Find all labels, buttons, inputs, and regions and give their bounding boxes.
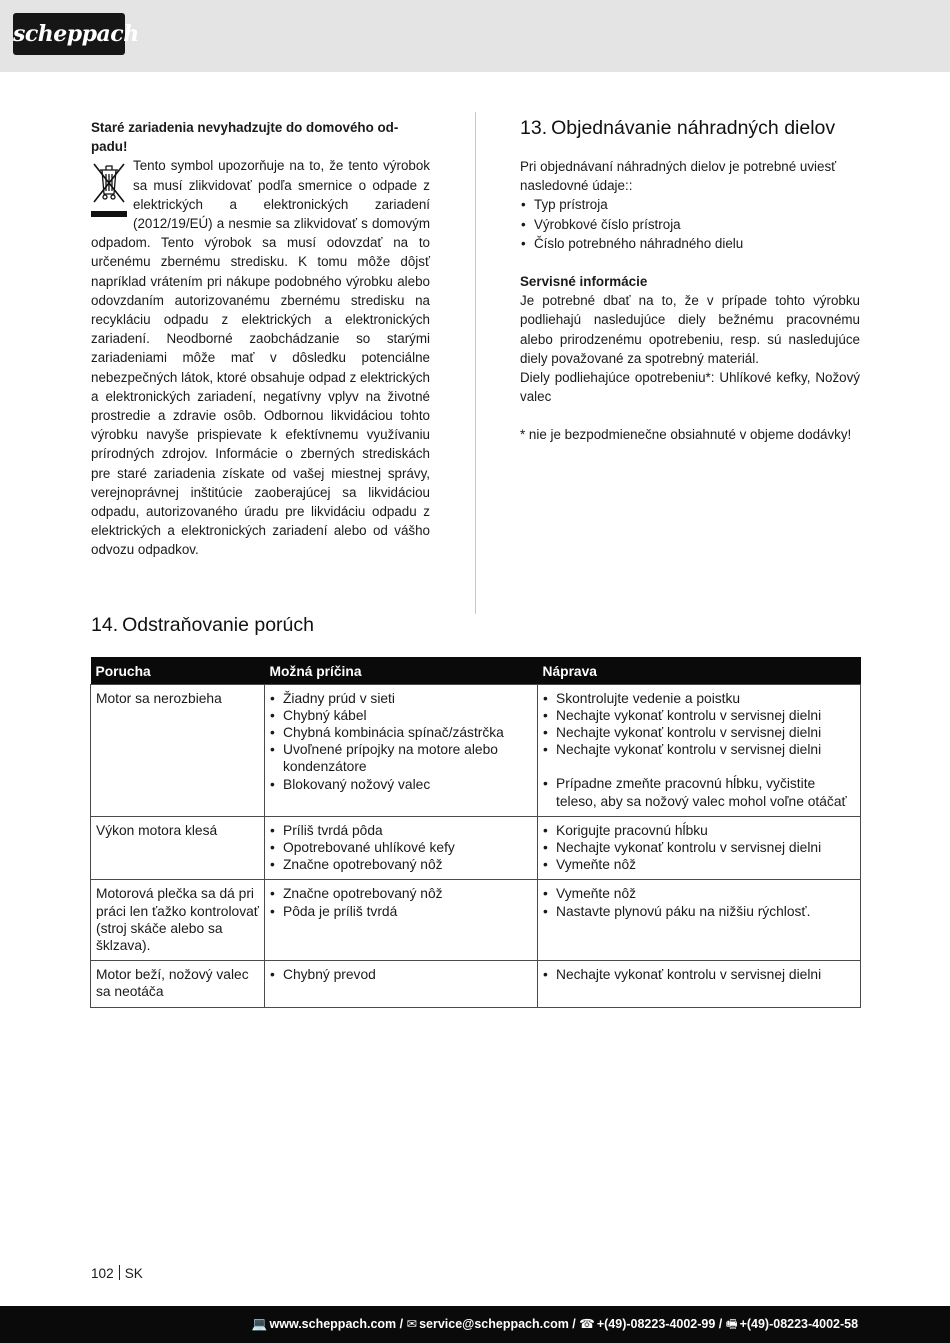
section-13-title: Objednávanie náhradných dielov bbox=[551, 117, 836, 139]
section-14-number: 14. bbox=[91, 614, 119, 636]
column-divider bbox=[475, 112, 476, 614]
list-item: • Značne opotrebovaný nôž bbox=[270, 885, 532, 902]
column-header-remedy: Náprava bbox=[538, 657, 861, 684]
list-item: • Prípadne zmeňte pracovnú hĺbku, vyčistite teleso, aby sa nožový valec mohol voľne otáčať bbox=[543, 775, 855, 809]
remedy-cell bbox=[538, 684, 861, 816]
list-item: • Typ prístroja bbox=[520, 195, 860, 214]
page-number-separator bbox=[119, 1265, 120, 1280]
troubleshooting-table bbox=[90, 657, 861, 1008]
list-item: • Nechajte vykonať kontrolu v servisnej dielni bbox=[543, 741, 855, 758]
column-header-cause: Možná príčina bbox=[265, 657, 538, 684]
fault-cell: Motorová plečka sa dá pri práci len ťažko kontrolovať (stroj skáče alebo sa šklzava). bbox=[91, 880, 265, 961]
disposal-text: Tento symbol upozorňuje na to, že tento výrobok sa musí zlikvidovať podľa smernice o odpade z elektrických a elektronických zariadení (2012/19/EÚ) a nesmie sa zlikvidovať s domovým odpadom. Tento výrobok sa musí odovzdať na to určenému zbernému stredisku. K tomu môže dôjsť napríklad vrátením pri nákupe podobného výrobku alebo odovzdaním autorizovanému zbernému stredisku na recykláciu odpadu z elektrických a elektronických zariadení. Neodborné zaobchádzanie so starými zariadeniami môže mať v dôsledku potenciálne nebezpečných látok, ktoré obsahuje odpad z elektrických a elektronických zariadení, negatívny vplyv na životné prostredie a zdravie osôb. Odbornou likvidáciou tohto výrobku navyše prispievate k efektívnemu využívaniu prírodných zdrojov. Informácie o zberných strediskách pre staré zariadenia získate od vašej miestnej správy, verejnoprávnej inštitúcie zaoberajúcej sa likvidáciou odpadu, autorizovaného úradu pre likvidáciu odpadu z elektrických a elektronických zariadení alebo od vášho odvozu odpadkov. bbox=[91, 158, 430, 558]
service-info-text: Je potrebné dbať na to, že v prípade tohto výrobku podliehajú nasledujúce diely bežnému pracovnému alebo prirodzenému opotrebeniu, resp. sú nasledujúce diely považované za spotrebný materiál. bbox=[520, 293, 860, 366]
weee-crossed-bin-icon bbox=[91, 158, 127, 218]
footer-phone: +(49)-08223-4002-99 bbox=[596, 1317, 716, 1331]
spare-parts-section bbox=[520, 115, 860, 445]
fault-cell: Výkon motora klesá bbox=[91, 816, 265, 880]
section-13-number: 13. bbox=[520, 117, 548, 139]
computer-icon: 💻 bbox=[251, 1317, 268, 1331]
list-item: • Značne opotrebovaný nôž bbox=[270, 856, 532, 873]
remedy-cell bbox=[538, 961, 861, 1007]
footer-separator: / bbox=[396, 1317, 407, 1331]
table-row bbox=[91, 961, 861, 1007]
list-item: • Chybná kombinácia spínač/zástrčka bbox=[270, 724, 532, 741]
scheppach-logo: scheppach bbox=[13, 13, 125, 55]
list-item: • Pôda je príliš tvrdá bbox=[270, 903, 532, 920]
section-14-title: Odstraňovanie porúch bbox=[122, 614, 314, 636]
section-14-heading bbox=[91, 612, 314, 638]
fax-icon: 🖷 bbox=[725, 1317, 738, 1331]
list-item: • Opotrebované uhlíkové kefy bbox=[270, 839, 532, 856]
wear-parts-text: Diely podliehajúce opotrebeniu*: Uhlíkové kefky, Nožový valec bbox=[520, 370, 860, 405]
footer-fax: +(49)-08223-4002-58 bbox=[739, 1317, 859, 1331]
remedy-cell bbox=[538, 880, 861, 961]
cause-cell bbox=[265, 880, 538, 961]
page-language: SK bbox=[124, 1266, 143, 1281]
footnote-text: * nie je bezpodmienečne obsiahnuté v objeme dodávky! bbox=[520, 427, 852, 443]
list-item: • Nechajte vykonať kontrolu v servisnej dielni bbox=[543, 724, 855, 741]
service-info-heading: Servisné informácie bbox=[520, 274, 648, 290]
page-number bbox=[91, 1265, 143, 1281]
list-item: • Príliš tvrdá pôda bbox=[270, 822, 532, 839]
remedy-cell bbox=[538, 816, 861, 880]
list-item: • Chybný prevod bbox=[270, 966, 532, 983]
column-header-fault: Porucha bbox=[91, 657, 265, 684]
footer-email-link[interactable]: service@scheppach.com bbox=[419, 1317, 569, 1331]
cause-cell bbox=[265, 961, 538, 1007]
list-item: • Korigujte pracovnú hĺbku bbox=[543, 822, 855, 839]
list-item: • Vymeňte nôž bbox=[543, 856, 855, 873]
cause-cell bbox=[265, 816, 538, 880]
section-13-heading bbox=[520, 115, 860, 141]
disposal-section bbox=[91, 118, 430, 560]
list-item: • Nechajte vykonať kontrolu v servisnej dielni bbox=[543, 966, 855, 983]
fault-cell: Motor beží, nožový valec sa neotáča bbox=[91, 961, 265, 1007]
list-item: • Uvoľnené prípojky na motore alebo kondenzátore bbox=[270, 741, 532, 775]
order-details-list bbox=[520, 195, 860, 253]
mail-icon: ✉ bbox=[406, 1317, 418, 1331]
cause-cell bbox=[265, 684, 538, 816]
footer-separator: / bbox=[715, 1317, 726, 1331]
list-item: • Skontrolujte vedenie a poistku bbox=[543, 690, 855, 707]
page-number-value: 102 bbox=[91, 1266, 114, 1281]
list-item: • Nastavte plynovú páku na nižšiu rýchlosť. bbox=[543, 903, 855, 920]
fault-cell: Motor sa nerozbieha bbox=[91, 684, 265, 816]
list-item: • Žiadny prúd v sieti bbox=[270, 690, 532, 707]
phone-icon: ☎ bbox=[579, 1317, 595, 1331]
list-item: • Blokovaný nožový valec bbox=[270, 776, 532, 793]
table-row bbox=[91, 880, 861, 961]
table-header-row bbox=[91, 657, 861, 684]
footer-website-link[interactable]: www.scheppach.com bbox=[269, 1317, 397, 1331]
page-header bbox=[0, 0, 950, 72]
list-item: • Nechajte vykonať kontrolu v servisnej dielni bbox=[543, 839, 855, 856]
list-item: • Chybný kábel bbox=[270, 707, 532, 724]
list-item: • Nechajte vykonať kontrolu v servisnej dielni bbox=[543, 707, 855, 724]
page-footer bbox=[0, 1306, 950, 1343]
disposal-title: Staré zariadenia nevyhadzujte do domového od-padu! bbox=[91, 120, 399, 155]
list-item: • Výrobkové číslo prístroja bbox=[520, 215, 860, 234]
list-item: • Číslo potrebného náhradného dielu bbox=[520, 234, 860, 253]
table-row bbox=[91, 816, 861, 880]
footer-separator: / bbox=[568, 1317, 580, 1331]
order-intro: Pri objednávaní náhradných dielov je potrebné uviesť nasledovné údaje:: bbox=[520, 159, 837, 194]
list-item: • Vymeňte nôž bbox=[543, 885, 855, 902]
table-row bbox=[91, 684, 861, 816]
